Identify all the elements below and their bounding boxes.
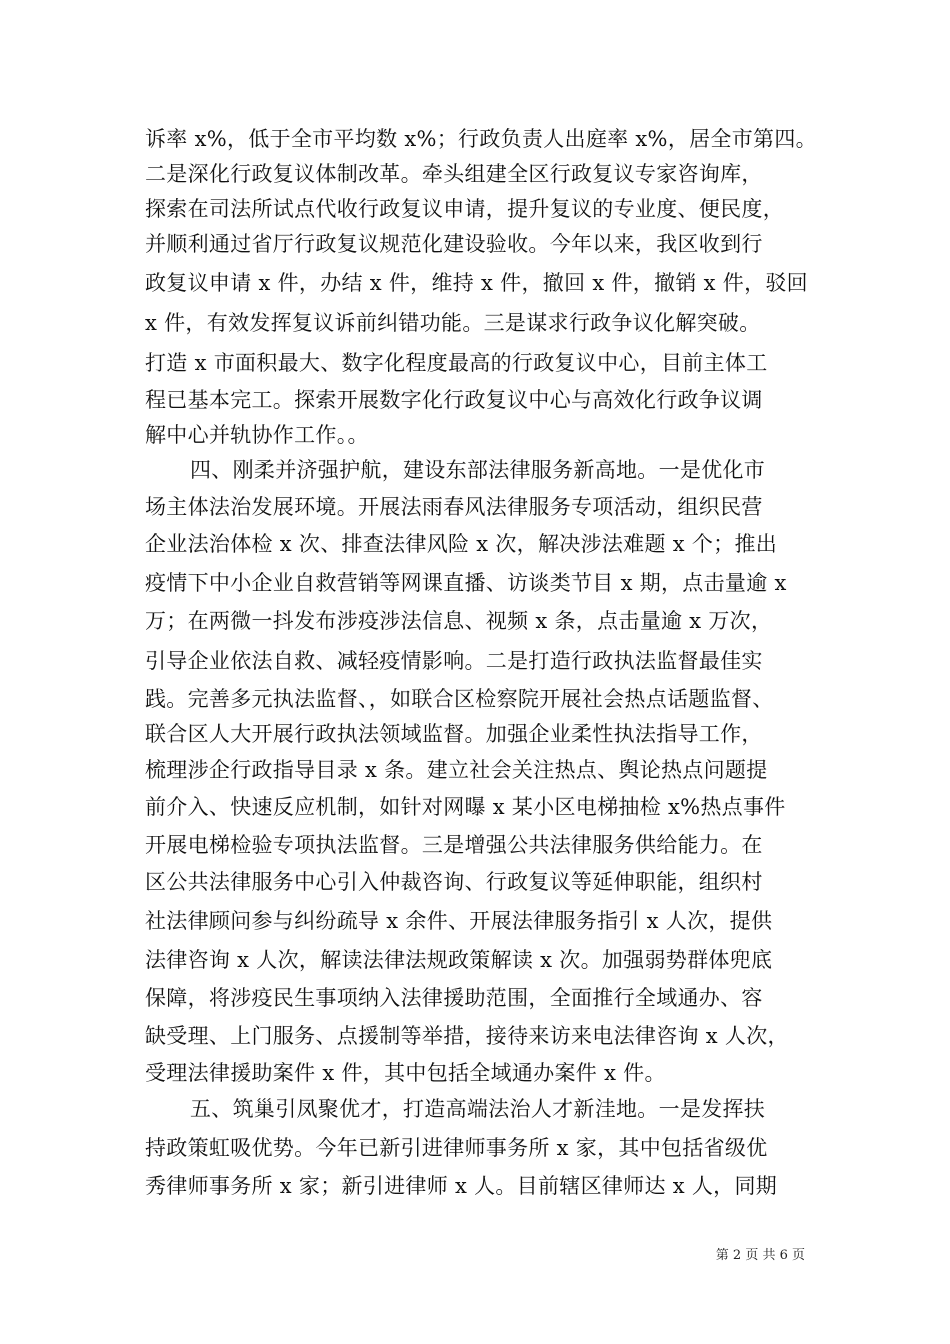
paragraph-heading-line: 五、筑巢引凤聚优才，打造高端法治人才新洼地。一是发挥扶 — [190, 1097, 766, 1121]
text-line: 持政策虹吸优势。今年已新引进律师事务所 x 家，其中包括省级优 — [145, 1136, 768, 1160]
text-line: 社法律顾问参与纠纷疏导 x 余件、开展法律服务指引 x 人次，提供 — [145, 909, 773, 933]
text-line: 政复议申请 x 件，办结 x 件，维持 x 件，撤回 x 件，撤销 x 件，驳回 — [145, 271, 808, 295]
text-line: 并顺利通过省厅行政复议规范化建设验收。今年以来，我区收到行 — [145, 232, 763, 256]
text-line: 区公共法律服务中心引入仲裁咨询、行政复议等延伸职能，组织村 — [145, 870, 763, 894]
text-line: 解中心并轨协作工作。。 — [145, 423, 369, 447]
text-line: 梳理涉企行政指导目录 x 条。建立社会关注热点、舆论热点问题提 — [145, 758, 768, 782]
text-line: 诉率 x%，低于全市平均数 x%；行政负责人出庭率 x%，居全市第四。 — [145, 127, 817, 151]
text-line: 探索在司法所试点代收行政复议申请，提升复议的专业度、便民度， — [145, 197, 784, 221]
text-line: x 件，有效发挥复议诉前纠错功能。三是谋求行政争议化解突破。 — [145, 311, 761, 335]
page-number: 第 2 页 共 6 页 — [715, 1248, 805, 1263]
paragraph-heading-line: 四、刚柔并济强护航，建设东部法律服务新高地。一是优化市 — [190, 458, 766, 482]
text-line: 疫情下中小企业自救营销等网课直播、访谈类节目 x 期，点击量逾 x — [145, 571, 787, 595]
text-line: 保障，将涉疫民生事项纳入法律援助范围，全面推行全域通办、容 — [145, 986, 763, 1010]
text-line: 开展电梯检验专项执法监督。三是增强公共法律服务供给能力。在 — [145, 833, 763, 857]
text-line: 企业法治体检 x 次、排查法律风险 x 次，解决涉法难题 x 个；推出 — [145, 532, 778, 556]
text-line: 联合区人大开展行政执法领域监督。加强企业柔性执法指导工作， — [145, 722, 763, 746]
text-line: 引导企业依法自救、减轻疫情影响。二是打造行政执法监督最佳实 — [145, 649, 763, 673]
text-line: 践。完善多元执法监督、，如联合区检察院开展社会热点话题监督、 — [145, 687, 774, 711]
text-line: 缺受理、上门服务、点援制等举措，接待来访来电法律咨询 x 人次， — [145, 1024, 789, 1048]
text-line: 打造 x 市面积最大、数字化程度最高的行政复议中心，目前主体工 — [145, 351, 768, 375]
text-line: 二是深化行政复议体制改革。牵头组建全区行政复议专家咨询库， — [145, 162, 763, 186]
text-line: 法律咨询 x 人次，解读法律法规政策解读 x 次。加强弱势群体兜底 — [145, 948, 773, 972]
text-line: 前介入、快速反应机制，如针对网曝 x 某小区电梯抽检 x%热点事件 — [145, 795, 786, 819]
text-line: 程已基本完工。探索开展数字化行政复议中心与高效化行政争议调 — [145, 388, 763, 412]
text-line: 秀律师事务所 x 家；新引进律师 x 人。目前辖区律师达 x 人，同期 — [145, 1174, 778, 1198]
text-line: 场主体法治发展环境。开展法雨春风法律服务专项活动，组织民营 — [145, 495, 763, 519]
text-line: 受理法律援助案件 x 件，其中包括全域通办案件 x 件。 — [145, 1061, 666, 1085]
text-line: 万；在两微一抖发布涉疫涉法信息、视频 x 条，点击量逾 x 万次， — [145, 609, 773, 633]
